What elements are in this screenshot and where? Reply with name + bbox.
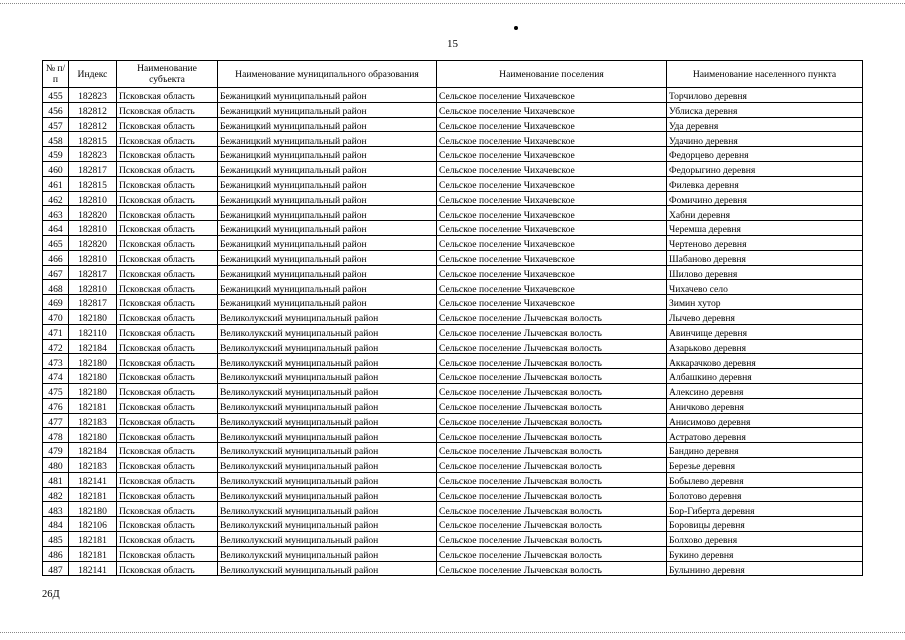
cell-locality: Хабни деревня (667, 206, 863, 221)
header-subject: Наименование субъекта (117, 61, 218, 88)
cell-index: 182180 (69, 502, 117, 517)
table-row (43, 339, 863, 354)
cell-settlement: Сельское поселение Чихачевское (437, 250, 667, 265)
cell-index: 182180 (69, 354, 117, 369)
cell-locality: Бор-Гиберта деревня (667, 502, 863, 517)
cell-subject: Псковская область (117, 443, 218, 458)
cell-subject: Псковская область (117, 502, 218, 517)
cell-subject: Псковская область (117, 457, 218, 472)
header-settlement: Наименование поселения (437, 61, 667, 88)
table-body (43, 88, 863, 576)
cell-number: 479 (43, 443, 69, 458)
cell-number: 480 (43, 457, 69, 472)
cell-number: 484 (43, 517, 69, 532)
cell-index: 182184 (69, 339, 117, 354)
cell-locality: Федорыгино деревня (667, 161, 863, 176)
table-row (43, 383, 863, 398)
cell-municipality: Бежаницкий муниципальный район (218, 250, 437, 265)
cell-index: 182810 (69, 191, 117, 206)
header-locality: Наименование населенного пункта (667, 61, 863, 88)
cell-subject: Псковская область (117, 102, 218, 117)
cell-settlement: Сельское поселение Лычевская волость (437, 517, 667, 532)
cell-number: 456 (43, 102, 69, 117)
cell-number: 462 (43, 191, 69, 206)
cell-locality: Уда деревня (667, 117, 863, 132)
cell-subject: Псковская область (117, 561, 218, 576)
cell-index: 182180 (69, 309, 117, 324)
cell-index: 182812 (69, 102, 117, 117)
cell-number: 482 (43, 487, 69, 502)
cell-index: 182106 (69, 517, 117, 532)
cell-locality: Алексино деревня (667, 383, 863, 398)
header-number: № п/п (43, 61, 69, 88)
cell-municipality: Великолукский муниципальный район (218, 309, 437, 324)
table-row (43, 561, 863, 576)
cell-number: 478 (43, 428, 69, 443)
cell-subject: Псковская область (117, 398, 218, 413)
cell-municipality: Бежаницкий муниципальный район (218, 206, 437, 221)
cell-settlement: Сельское поселение Чихачевское (437, 206, 667, 221)
cell-municipality: Великолукский муниципальный район (218, 561, 437, 576)
table-row (43, 102, 863, 117)
cell-number: 459 (43, 147, 69, 162)
cell-municipality: Бежаницкий муниципальный район (218, 147, 437, 162)
cell-locality: Фомичино деревня (667, 191, 863, 206)
cell-subject: Псковская область (117, 517, 218, 532)
cell-number: 477 (43, 413, 69, 428)
table-row (43, 235, 863, 250)
cell-subject: Псковская область (117, 265, 218, 280)
cell-municipality: Великолукский муниципальный район (218, 472, 437, 487)
cell-locality: Болхово деревня (667, 531, 863, 546)
cell-index: 182810 (69, 250, 117, 265)
cell-settlement: Сельское поселение Лычевская волость (437, 561, 667, 576)
cell-number: 475 (43, 383, 69, 398)
cell-subject: Псковская область (117, 250, 218, 265)
cell-subject: Псковская область (117, 324, 218, 339)
cell-number: 466 (43, 250, 69, 265)
cell-municipality: Бежаницкий муниципальный район (218, 117, 437, 132)
cell-number: 460 (43, 161, 69, 176)
cell-index: 182815 (69, 132, 117, 147)
cell-municipality: Великолукский муниципальный район (218, 428, 437, 443)
cell-municipality: Великолукский муниципальный район (218, 369, 437, 384)
cell-municipality: Бежаницкий муниципальный район (218, 102, 437, 117)
cell-municipality: Бежаницкий муниципальный район (218, 221, 437, 236)
cell-municipality: Великолукский муниципальный район (218, 324, 437, 339)
cell-number: 481 (43, 472, 69, 487)
cell-locality: Аничково деревня (667, 398, 863, 413)
cell-number: 472 (43, 339, 69, 354)
cell-locality: Букино деревня (667, 546, 863, 561)
cell-settlement: Сельское поселение Лычевская волость (437, 443, 667, 458)
cell-municipality: Великолукский муниципальный район (218, 383, 437, 398)
cell-municipality: Бежаницкий муниципальный район (218, 265, 437, 280)
cell-index: 182141 (69, 472, 117, 487)
cell-settlement: Сельское поселение Лычевская волость (437, 546, 667, 561)
cell-subject: Псковская область (117, 176, 218, 191)
table-row (43, 502, 863, 517)
cell-subject: Псковская область (117, 354, 218, 369)
cell-index: 182817 (69, 265, 117, 280)
cell-municipality: Бежаницкий муниципальный район (218, 132, 437, 147)
cell-number: 483 (43, 502, 69, 517)
cell-subject: Псковская область (117, 428, 218, 443)
table-row (43, 443, 863, 458)
cell-locality: Бобылево деревня (667, 472, 863, 487)
cell-locality: Анисимово деревня (667, 413, 863, 428)
cell-index: 182180 (69, 383, 117, 398)
cell-index: 182184 (69, 443, 117, 458)
cell-subject: Псковская область (117, 147, 218, 162)
cell-municipality: Бежаницкий муниципальный район (218, 295, 437, 310)
header-municipality: Наименование муниципального образования (218, 61, 437, 88)
cell-settlement: Сельское поселение Лычевская волость (437, 354, 667, 369)
cell-settlement: Сельское поселение Чихачевское (437, 102, 667, 117)
cell-subject: Псковская область (117, 339, 218, 354)
cell-settlement: Сельское поселение Чихачевское (437, 265, 667, 280)
cell-subject: Псковская область (117, 413, 218, 428)
cell-subject: Псковская область (117, 546, 218, 561)
cell-number: 458 (43, 132, 69, 147)
cell-locality: Шилово деревня (667, 265, 863, 280)
cell-locality: Удачино деревня (667, 132, 863, 147)
cell-municipality: Великолукский муниципальный район (218, 457, 437, 472)
cell-settlement: Сельское поселение Чихачевское (437, 295, 667, 310)
page-number: 15 (447, 38, 458, 50)
cell-number: 463 (43, 206, 69, 221)
cell-number: 476 (43, 398, 69, 413)
cell-index: 182183 (69, 457, 117, 472)
cell-municipality: Великолукский муниципальный район (218, 546, 437, 561)
cell-index: 182823 (69, 88, 117, 103)
cell-index: 182810 (69, 280, 117, 295)
cell-locality: Азарьково деревня (667, 339, 863, 354)
cell-index: 182820 (69, 235, 117, 250)
cell-index: 182820 (69, 206, 117, 221)
cell-subject: Псковская область (117, 132, 218, 147)
table-row (43, 295, 863, 310)
table-row (43, 517, 863, 532)
table-row (43, 147, 863, 162)
cell-settlement: Сельское поселение Лычевская волость (437, 472, 667, 487)
cell-subject: Псковская область (117, 235, 218, 250)
cell-number: 457 (43, 117, 69, 132)
cell-index: 182141 (69, 561, 117, 576)
cell-index: 182181 (69, 531, 117, 546)
cell-index: 182183 (69, 413, 117, 428)
cell-subject: Псковская область (117, 369, 218, 384)
cell-locality: Филевка деревня (667, 176, 863, 191)
table-row (43, 191, 863, 206)
cell-number: 473 (43, 354, 69, 369)
cell-index: 182180 (69, 369, 117, 384)
cell-number: 487 (43, 561, 69, 576)
cell-subject: Псковская область (117, 531, 218, 546)
cell-locality: Торчилово деревня (667, 88, 863, 103)
settlements-table (42, 60, 863, 576)
cell-number: 471 (43, 324, 69, 339)
cell-settlement: Сельское поселение Лычевская волость (437, 369, 667, 384)
cell-locality: Чертеново деревня (667, 235, 863, 250)
cell-locality: Лычево деревня (667, 309, 863, 324)
cell-locality: Федорцево деревня (667, 147, 863, 162)
cell-settlement: Сельское поселение Чихачевское (437, 221, 667, 236)
cell-subject: Псковская область (117, 191, 218, 206)
cell-settlement: Сельское поселение Чихачевское (437, 117, 667, 132)
table-row (43, 369, 863, 384)
table-row (43, 88, 863, 103)
cell-municipality: Великолукский муниципальный район (218, 354, 437, 369)
cell-settlement: Сельское поселение Чихачевское (437, 132, 667, 147)
cell-settlement: Сельское поселение Лычевская волость (437, 309, 667, 324)
cell-settlement: Сельское поселение Чихачевское (437, 88, 667, 103)
cell-subject: Псковская область (117, 280, 218, 295)
footer-code: 26Д (42, 589, 60, 600)
cell-settlement: Сельское поселение Чихачевское (437, 235, 667, 250)
table-row (43, 324, 863, 339)
cell-settlement: Сельское поселение Чихачевское (437, 191, 667, 206)
cell-municipality: Великолукский муниципальный район (218, 531, 437, 546)
table-row (43, 309, 863, 324)
cell-locality: Булынино деревня (667, 561, 863, 576)
table-row (43, 176, 863, 191)
cell-settlement: Сельское поселение Чихачевское (437, 176, 667, 191)
cell-subject: Псковская область (117, 309, 218, 324)
table-row (43, 398, 863, 413)
cell-settlement: Сельское поселение Лычевская волость (437, 413, 667, 428)
scan-bottom-edge (0, 632, 905, 633)
cell-municipality: Великолукский муниципальный район (218, 443, 437, 458)
cell-settlement: Сельское поселение Чихачевское (437, 161, 667, 176)
cell-locality: Чихачево село (667, 280, 863, 295)
cell-municipality: Бежаницкий муниципальный район (218, 191, 437, 206)
cell-municipality: Великолукский муниципальный район (218, 502, 437, 517)
table-row (43, 428, 863, 443)
table-row (43, 413, 863, 428)
cell-locality: Шабаново деревня (667, 250, 863, 265)
cell-settlement: Сельское поселение Чихачевское (437, 147, 667, 162)
header-index: Индекс (69, 61, 117, 88)
table-row (43, 354, 863, 369)
cell-municipality: Великолукский муниципальный район (218, 487, 437, 502)
cell-municipality: Бежаницкий муниципальный район (218, 235, 437, 250)
table-row (43, 132, 863, 147)
cell-number: 467 (43, 265, 69, 280)
cell-municipality: Бежаницкий муниципальный район (218, 161, 437, 176)
cell-number: 461 (43, 176, 69, 191)
cell-number: 468 (43, 280, 69, 295)
cell-subject: Псковская область (117, 206, 218, 221)
table-row (43, 221, 863, 236)
cell-settlement: Сельское поселение Лычевская волость (437, 324, 667, 339)
table-row (43, 161, 863, 176)
cell-number: 455 (43, 88, 69, 103)
table-row (43, 265, 863, 280)
cell-index: 182823 (69, 147, 117, 162)
cell-subject: Псковская область (117, 487, 218, 502)
cell-settlement: Сельское поселение Лычевская волость (437, 398, 667, 413)
table-row (43, 546, 863, 561)
cell-municipality: Великолукский муниципальный район (218, 413, 437, 428)
table-row (43, 472, 863, 487)
cell-locality: Боровицы деревня (667, 517, 863, 532)
cell-settlement: Сельское поселение Лычевская волость (437, 428, 667, 443)
cell-number: 474 (43, 369, 69, 384)
cell-subject: Псковская область (117, 472, 218, 487)
cell-locality: Аккарачково деревня (667, 354, 863, 369)
cell-locality: Авинчище деревня (667, 324, 863, 339)
cell-locality: Черемша деревня (667, 221, 863, 236)
cell-index: 182180 (69, 428, 117, 443)
cell-index: 182812 (69, 117, 117, 132)
cell-number: 485 (43, 531, 69, 546)
cell-index: 182181 (69, 398, 117, 413)
cell-locality: Ублиска деревня (667, 102, 863, 117)
cell-locality: Болотово деревня (667, 487, 863, 502)
cell-subject: Псковская область (117, 383, 218, 398)
cell-number: 465 (43, 235, 69, 250)
cell-index: 182810 (69, 221, 117, 236)
cell-locality: Албашкино деревня (667, 369, 863, 384)
cell-index: 182815 (69, 176, 117, 191)
table-row (43, 280, 863, 295)
cell-municipality: Великолукский муниципальный район (218, 517, 437, 532)
cell-subject: Псковская область (117, 295, 218, 310)
cell-number: 469 (43, 295, 69, 310)
table-row (43, 487, 863, 502)
cell-index: 182181 (69, 546, 117, 561)
cell-index: 182110 (69, 324, 117, 339)
cell-settlement: Сельское поселение Лычевская волость (437, 457, 667, 472)
cell-subject: Псковская область (117, 117, 218, 132)
cell-settlement: Сельское поселение Чихачевское (437, 280, 667, 295)
cell-locality: Березье деревня (667, 457, 863, 472)
cell-subject: Псковская область (117, 221, 218, 236)
cell-locality: Бандино деревня (667, 443, 863, 458)
cell-municipality: Великолукский муниципальный район (218, 398, 437, 413)
cell-settlement: Сельское поселение Лычевская волость (437, 339, 667, 354)
cell-settlement: Сельское поселение Лычевская волость (437, 383, 667, 398)
table-row (43, 250, 863, 265)
scan-top-edge (0, 3, 905, 4)
cell-subject: Псковская область (117, 88, 218, 103)
cell-index: 182181 (69, 487, 117, 502)
cell-settlement: Сельское поселение Лычевская волость (437, 502, 667, 517)
scan-dot-mark (514, 26, 518, 30)
cell-number: 470 (43, 309, 69, 324)
cell-index: 182817 (69, 161, 117, 176)
cell-number: 464 (43, 221, 69, 236)
table-row (43, 531, 863, 546)
table-header-row (43, 61, 863, 88)
cell-index: 182817 (69, 295, 117, 310)
cell-municipality: Бежаницкий муниципальный район (218, 176, 437, 191)
cell-municipality: Бежаницкий муниципальный район (218, 88, 437, 103)
cell-settlement: Сельское поселение Лычевская волость (437, 531, 667, 546)
cell-settlement: Сельское поселение Лычевская волость (437, 487, 667, 502)
cell-locality: Астратово деревня (667, 428, 863, 443)
cell-subject: Псковская область (117, 161, 218, 176)
cell-municipality: Великолукский муниципальный район (218, 339, 437, 354)
cell-municipality: Бежаницкий муниципальный район (218, 280, 437, 295)
cell-locality: Зимин хутор (667, 295, 863, 310)
table-row (43, 206, 863, 221)
table-row (43, 117, 863, 132)
cell-number: 486 (43, 546, 69, 561)
table-row (43, 457, 863, 472)
